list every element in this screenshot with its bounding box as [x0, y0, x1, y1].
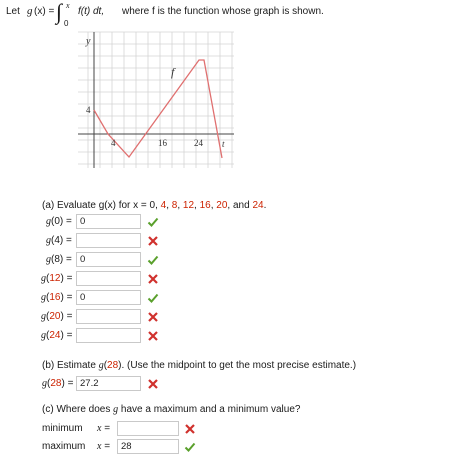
minimum-label: minimum [42, 423, 83, 434]
prompt-and: and [232, 200, 250, 211]
x-tick-label-24: 24 [194, 138, 203, 148]
prompt-value-8: 8 [171, 200, 178, 211]
g20-label: g(20) = [41, 311, 73, 322]
maximum-input[interactable]: 28 [117, 439, 179, 454]
g8-label: g(8) = [46, 254, 72, 265]
curve-label: f [171, 65, 175, 79]
y-axis-label: y [86, 36, 91, 47]
prompt-value-16: 16 [199, 200, 211, 211]
min-x-eq: x = [97, 423, 111, 434]
cross-icon [147, 330, 159, 342]
g16-label: g(16) = [41, 292, 73, 303]
g-args: (x) = [34, 6, 55, 17]
lower-limit: 0 [64, 19, 69, 28]
let-text: Let [6, 6, 20, 17]
prompt-value-4: 4 [160, 200, 167, 211]
g20-input[interactable] [76, 309, 141, 324]
g28-input[interactable]: 27.2 [76, 376, 141, 391]
function-graph [78, 30, 238, 170]
y-tick-label: 4 [86, 105, 91, 115]
prompt-value-24: 24 [252, 200, 264, 211]
g12-label: g(12) = [41, 273, 73, 284]
minimum-input[interactable] [117, 421, 179, 436]
grid [78, 32, 234, 168]
cross-icon [147, 378, 159, 390]
part-b-prompt: (b) Estimate g(28). (Use the midpoint to get the most precise estimate.) [42, 360, 357, 371]
cross-icon [147, 311, 159, 323]
check-icon [184, 441, 196, 453]
check-icon [147, 292, 159, 304]
g16-input[interactable]: 0 [76, 290, 141, 305]
g4-input[interactable] [76, 233, 141, 248]
x-axis-label: t [222, 139, 225, 149]
g24-label: g(24) = [41, 330, 73, 341]
cross-icon [147, 235, 159, 247]
max-x-eq: x = [97, 441, 111, 452]
check-icon [147, 254, 159, 266]
part-a-prompt: (a) Evaluate g(x) for x = 0, 4, 8, 12, 16, 20, and 24. [42, 200, 267, 211]
cross-icon [184, 423, 196, 435]
g-symbol: g [27, 5, 33, 17]
g12-input[interactable] [76, 271, 141, 286]
maximum-label: maximum [42, 441, 86, 452]
where-text: where f is the function whose graph is shown. [122, 6, 324, 17]
check-icon [147, 216, 159, 228]
g24-input[interactable] [76, 328, 141, 343]
integrand: f(t) dt, [78, 6, 105, 17]
g8-input[interactable]: 0 [76, 252, 141, 267]
g0-input[interactable]: 0 [76, 214, 141, 229]
prompt-value-12: 12 [182, 200, 195, 211]
integral-sign: ∫ [56, 0, 63, 24]
x-tick-label-4: 4 [111, 138, 116, 148]
part-a-prompt-start: (a) Evaluate g(x) for x = 0, [42, 200, 158, 211]
x-tick-label-16: 16 [158, 138, 167, 148]
upper-limit: x [66, 1, 70, 10]
part-c-prompt: (c) Where does g have a maximum and a minimum value? [42, 404, 301, 415]
problem-statement [6, 0, 466, 31]
cross-icon [147, 273, 159, 285]
prompt-value-20: 20 [216, 200, 228, 211]
g0-label: g(0) = [46, 216, 72, 227]
g4-label: g(4) = [46, 235, 72, 246]
g28-label: g(28) = [42, 378, 74, 389]
